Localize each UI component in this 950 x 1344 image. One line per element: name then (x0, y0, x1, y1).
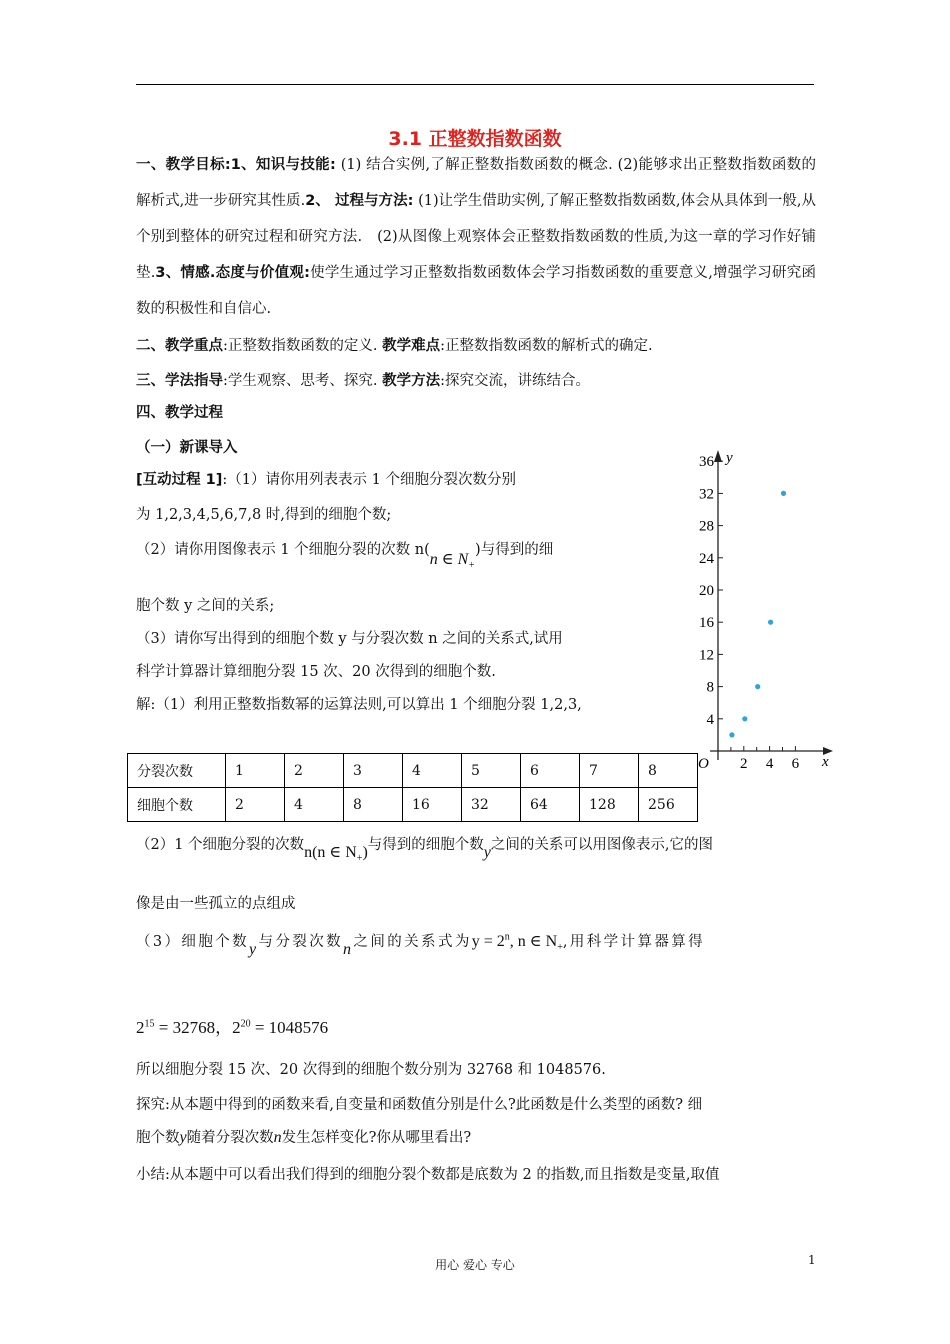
difficulty-text: :正整数指数函数的解析式的确定. (440, 338, 653, 354)
y-tick-label: 28 (699, 518, 714, 535)
n-domain-formula: n(n ∈ $N_+$) (304, 844, 368, 865)
y-tick-label: 8 (706, 679, 714, 696)
process-method-heading: 2、 过程与方法: (305, 193, 414, 209)
x-tick-label: 4 (765, 756, 774, 772)
page-number: 1 (808, 1253, 816, 1267)
table-cell: 8 (344, 788, 403, 822)
table-cell: 256 (639, 788, 698, 822)
footer-text: 用心 爱心 专心 (435, 1258, 515, 1272)
table-cell: 128 (580, 788, 639, 822)
power-formula: $y = 2^n$, n ∈ $N_+$ (471, 931, 563, 954)
learning-method-heading: 三、学法指导 (136, 373, 223, 389)
x-tick-label: 2 (740, 756, 748, 772)
table-cell: 1 (226, 754, 285, 788)
data-point (768, 620, 773, 625)
table-cell: 2 (226, 788, 285, 822)
intro-subheading: （一）新课导入 (136, 440, 238, 456)
data-point (729, 732, 734, 737)
page-title: 3.1 正整数指数函数 (388, 128, 562, 150)
process-method-text: (1)让学生借助实例,了解正整数指数函数,体会从具体到一般,从个别到整体的研究过程和研究方法. (2)从图像上观察体会正整数指数函数的性质,为这一章的学习作好铺垫. (136, 193, 817, 281)
activity-line-2: 为 1,2,3,4,5,6,7,8 时,得到的细胞个数; (136, 507, 392, 523)
answer-2-line-2: 像是由一些孤立的点组成 (136, 896, 296, 912)
calculation-result: $2^{15} = 32768$，$2^{20} = 1048576$ (136, 1018, 329, 1037)
table-cell: 16 (403, 788, 462, 822)
data-point (781, 491, 786, 496)
y-tick-label: 24 (699, 550, 714, 567)
activity-line-5: （3）请你写出得到的细胞个数 y 与分裂次数 n 之间的关系式,试用 (136, 631, 563, 647)
solution-line: 解:（1）利用正整数指数幂的运算法则,可以算出 1 个细胞分裂 1,2,3, (136, 697, 582, 713)
table-cell: 4 (285, 788, 344, 822)
result-line: 所以细胞分裂 15 次、20 次得到的细胞个数分别为 32768 和 1048576. (136, 1062, 606, 1078)
explore-line-2: 胞个数y随着分裂次数n发生怎样变化?你从哪里看出? (136, 1129, 472, 1146)
y-tick-label: 36 (699, 454, 714, 471)
y-tick-label: 12 (699, 647, 714, 664)
x-tick-label: 6 (791, 756, 800, 772)
emotion-heading: 3、情感.态度与价值观: (155, 265, 310, 281)
focus-text: :正整数指数函数的定义. (223, 338, 378, 354)
knowledge-text: (1) 结合实例,了解正整数指数函数的概念. (2)能够求出正整数指数函数的解析式,进一步研究其性质. (136, 157, 816, 209)
explore-line-1: 探究:从本题中得到的函数来看,自变量和函数值分别是什么?此函数是什么类型的函数? 细 (136, 1097, 703, 1113)
teaching-method-heading: 教学方法 (382, 373, 441, 389)
activity-line-4: 胞个数 y 之间的关系; (136, 598, 275, 614)
answer-3-line: （3）细胞个数y与分裂次数n之间的关系式为$y = 2^n$, n ∈ $N_+$,用科学计算器算得 (136, 931, 706, 958)
table-cell: 8 (639, 754, 698, 788)
header-rule (136, 84, 814, 85)
emotion-text: 使学生通过学习正整数指数函数体会学习指数函数的重要意义,增强学习研究函数的积极性和自信心. (136, 265, 816, 317)
table-cell: 64 (521, 788, 580, 822)
table-row (128, 754, 698, 788)
knowledge-heading: 1、知识与技能: (230, 157, 336, 173)
table-cell: 7 (580, 754, 639, 788)
process-heading: 四、教学过程 (136, 405, 223, 421)
activity-line-3: （2）请你用图像表示 1 个细胞分裂的次数 n(n ∈ $N_+$)与得到的细 (136, 542, 554, 572)
y-axis-arrow (714, 450, 722, 462)
data-table (127, 753, 698, 822)
table-cell: 6 (521, 754, 580, 788)
method-line (136, 369, 590, 390)
x-axis-label: x (822, 754, 829, 770)
activity-line-6: 科学计算器计算细胞分裂 15 次、20 次得到的细胞个数. (136, 664, 496, 680)
objectives-heading: 一、教学目标: (136, 157, 231, 173)
learning-method-text: :学生观察、思考、探究. (223, 373, 378, 389)
scatter-chart (690, 440, 850, 780)
table-row (128, 788, 698, 822)
answer-2-line: （2）1 个细胞分裂的次数n(n ∈ $N_+$)与得到的细胞个数y之间的关系可以用图像表示,它的图 (136, 837, 713, 865)
teaching-method-text: :探究交流，讲练结合。 (440, 373, 590, 389)
focus-heading: 二、教学重点 (136, 338, 223, 354)
table-cell: 2 (285, 754, 344, 788)
row-header: 细胞个数 (128, 788, 226, 822)
table-cell: 3 (344, 754, 403, 788)
y-tick-label: 20 (699, 583, 714, 599)
difficulty-heading: 教学难点 (382, 338, 441, 354)
focus-line (136, 334, 653, 355)
table-cell: 32 (462, 788, 521, 822)
y-axis-label: y (726, 450, 733, 466)
activity-line-1: [互动过程 1]:（1）请你用列表表示 1 个细胞分裂次数分别 (136, 472, 516, 488)
y-tick-label: 32 (699, 486, 714, 503)
origin-label: O (698, 756, 709, 772)
data-point (755, 684, 760, 689)
table-cell: 4 (403, 754, 462, 788)
summary-line: 小结:从本题中可以看出我们得到的细胞分裂个数都是底数为 2 的指数,而且指数是变量,取值 (136, 1167, 720, 1183)
data-point (742, 716, 747, 721)
activity-label: [互动过程 1] (136, 472, 223, 488)
y-tick-label: 16 (699, 615, 714, 632)
objectives-paragraph (136, 147, 816, 327)
n-in-n-plus-formula: n ∈ $N_+$ (429, 551, 476, 572)
table-cell: 5 (462, 754, 521, 788)
row-header: 分裂次数 (128, 754, 226, 788)
y-tick-label: 4 (706, 711, 714, 728)
